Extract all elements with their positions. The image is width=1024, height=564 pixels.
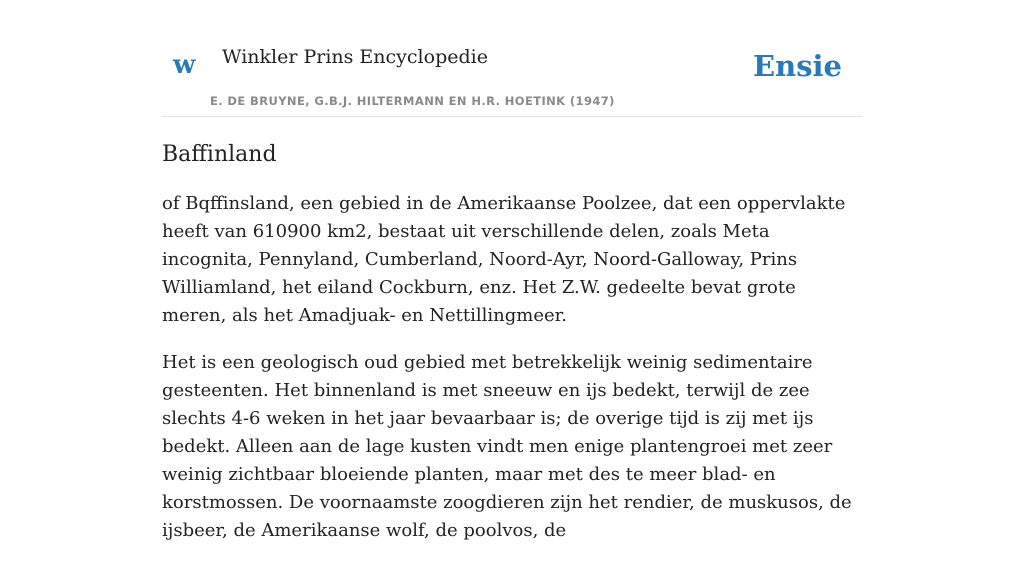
authors-line: E. DE BRUYNE, G.B.J. HILTERMANN EN H.R. HOETINK (1947) [210, 94, 615, 108]
site-logo[interactable]: w [173, 50, 196, 80]
encyclopedia-title[interactable]: Winkler Prins Encyclopedie [222, 46, 488, 68]
article [162, 140, 862, 564]
article-paragraph: of Bqffinsland, een gebied in de Amerikaanse Poolzee, dat een oppervlakte heeft van 610900 km2, bestaat uit verschillende delen, zoals Meta incognita, Pennyland, Cumberland, Noord-Ayr, Noord-Galloway, Prins Williamland, het eiland Cockburn, enz. Het Z.W. gedeelte bevat grote meren, als het Amadjuak- en Nettillingmeer. [162, 193, 846, 326]
ensie-brand-link[interactable]: Ensie [753, 49, 842, 83]
article-paragraph: Het is een geologisch oud gebied met betrekkelijk weinig sedimentaire gesteenten. Het binnenland is met sneeuw en ijs bedekt, terwijl de zee slechts 4-6 weken in het jaar bevaarbaar is; de overige tijd is zij met ijs bedekt. Alleen aan de lage kusten vindt men enige plantengroei met zeer weinig zichtbaar bloeiende planten, maar met des te meer blad- en korstmossen. De voornaamste zoogdieren zijn het rendier, de muskusos, de ijsbeer, de Amerikaanse wolf, de poolvos, de [162, 352, 852, 541]
site-header [162, 0, 862, 117]
article-title: Baffinland [162, 142, 277, 167]
